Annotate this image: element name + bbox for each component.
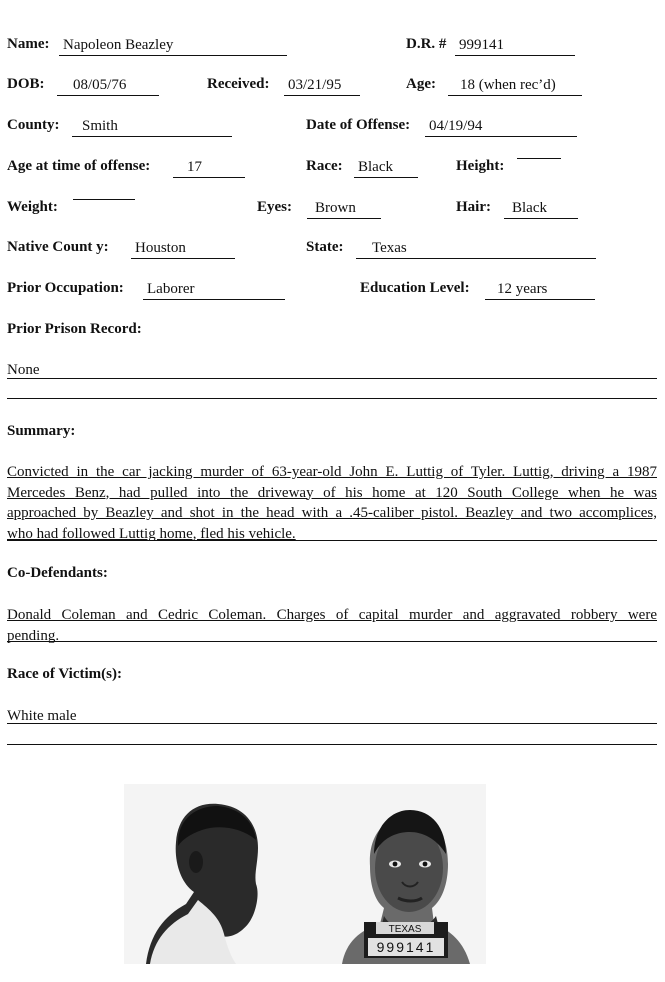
dob-value: 08/05/76 [57,76,159,96]
summary-text [7,462,657,544]
education-level-value: 12 years [485,280,595,300]
state-label: State: [306,239,344,255]
dr-label: D.R. # [406,36,447,52]
hair-value: Black [504,199,578,219]
eyes-label: Eyes: [257,199,292,215]
mugshot-photos [124,784,486,964]
eyes-value: Brown [307,199,381,219]
prior-occupation-value: Laborer [143,280,285,300]
race-value: Black [354,158,418,178]
education-level-label: Education Level: [360,280,470,296]
date-of-offense-value: 04/19/94 [425,117,577,137]
weight-label: Weight: [7,199,58,215]
county-value: Smith [72,117,232,137]
summary-line: who had followed Luttig home, fled his vehicle. [7,525,296,542]
state-value: Texas [356,239,596,259]
age-at-offense-label: Age at time of offense: [7,158,151,174]
race-label: Race: [306,158,343,174]
age-label: Age: [406,76,436,92]
age-value: 18 (when rec’d) [448,76,582,96]
summary-line: Convicted in the car jacking murder of 63-year-old John E. Luttig of Tyler. Luttig, driving a 1987 [7,464,657,480]
id-placard [364,922,448,958]
height-label: Height: [456,158,505,174]
date-of-offense-label: Date of Offense: [306,117,411,133]
prior-record-label: Prior Prison Record: [7,321,142,337]
dr-value: 999141 [455,36,575,56]
row-weight [7,199,657,221]
co-defendants-label: Co-Defendants: [7,565,108,581]
co-defendants-line: pending. [7,627,60,644]
rule-line [7,641,657,642]
weight-value [73,199,135,200]
county-label: County: [7,117,60,133]
height-value [517,158,561,159]
co-defendants-text [7,605,657,646]
placard-top-text: TEXAS [388,924,422,935]
received-label: Received: [207,76,270,92]
summary-line: Mercedes Benz, had pulled into the driveway of his home at 120 South College when he was [7,484,657,501]
row-age-at-offense [7,158,657,180]
prior-record-value: None [7,362,40,378]
native-county-value: Houston [131,239,235,259]
native-county-label: Native Count y: [7,239,109,255]
race-of-victims-value: White male [7,708,77,724]
rule-line [7,723,657,724]
hair-label: Hair: [456,199,491,215]
summary-line: approached by Beazley and shot in the head with a .45-caliber pistol. Beazley and two accomplices, [7,505,657,521]
co-defendants-line: Donald Coleman and Cedric Coleman. Charges of capital murder and aggravated robbery were [7,607,657,623]
rule-line [7,744,657,745]
rule-line [7,398,657,399]
row-occupation [7,280,657,302]
mugshot-illustration [124,784,486,964]
prior-occupation-label: Prior Occupation: [7,280,124,296]
rule-line [7,378,657,379]
rule-line [7,540,657,541]
race-of-victims-label: Race of Victim(s): [7,666,122,682]
row-native-county [7,239,657,261]
summary-label: Summary: [7,423,76,439]
row-county [7,117,657,139]
name-label: Name: [7,36,50,52]
received-value: 03/21/95 [284,76,360,96]
row-name [7,36,657,58]
name-value: Napoleon Beazley [59,36,287,56]
dob-label: DOB: [7,76,45,92]
age-at-offense-value: 17 [173,158,245,178]
row-dob [7,76,657,98]
placard-number-text: 999141 [376,939,436,955]
